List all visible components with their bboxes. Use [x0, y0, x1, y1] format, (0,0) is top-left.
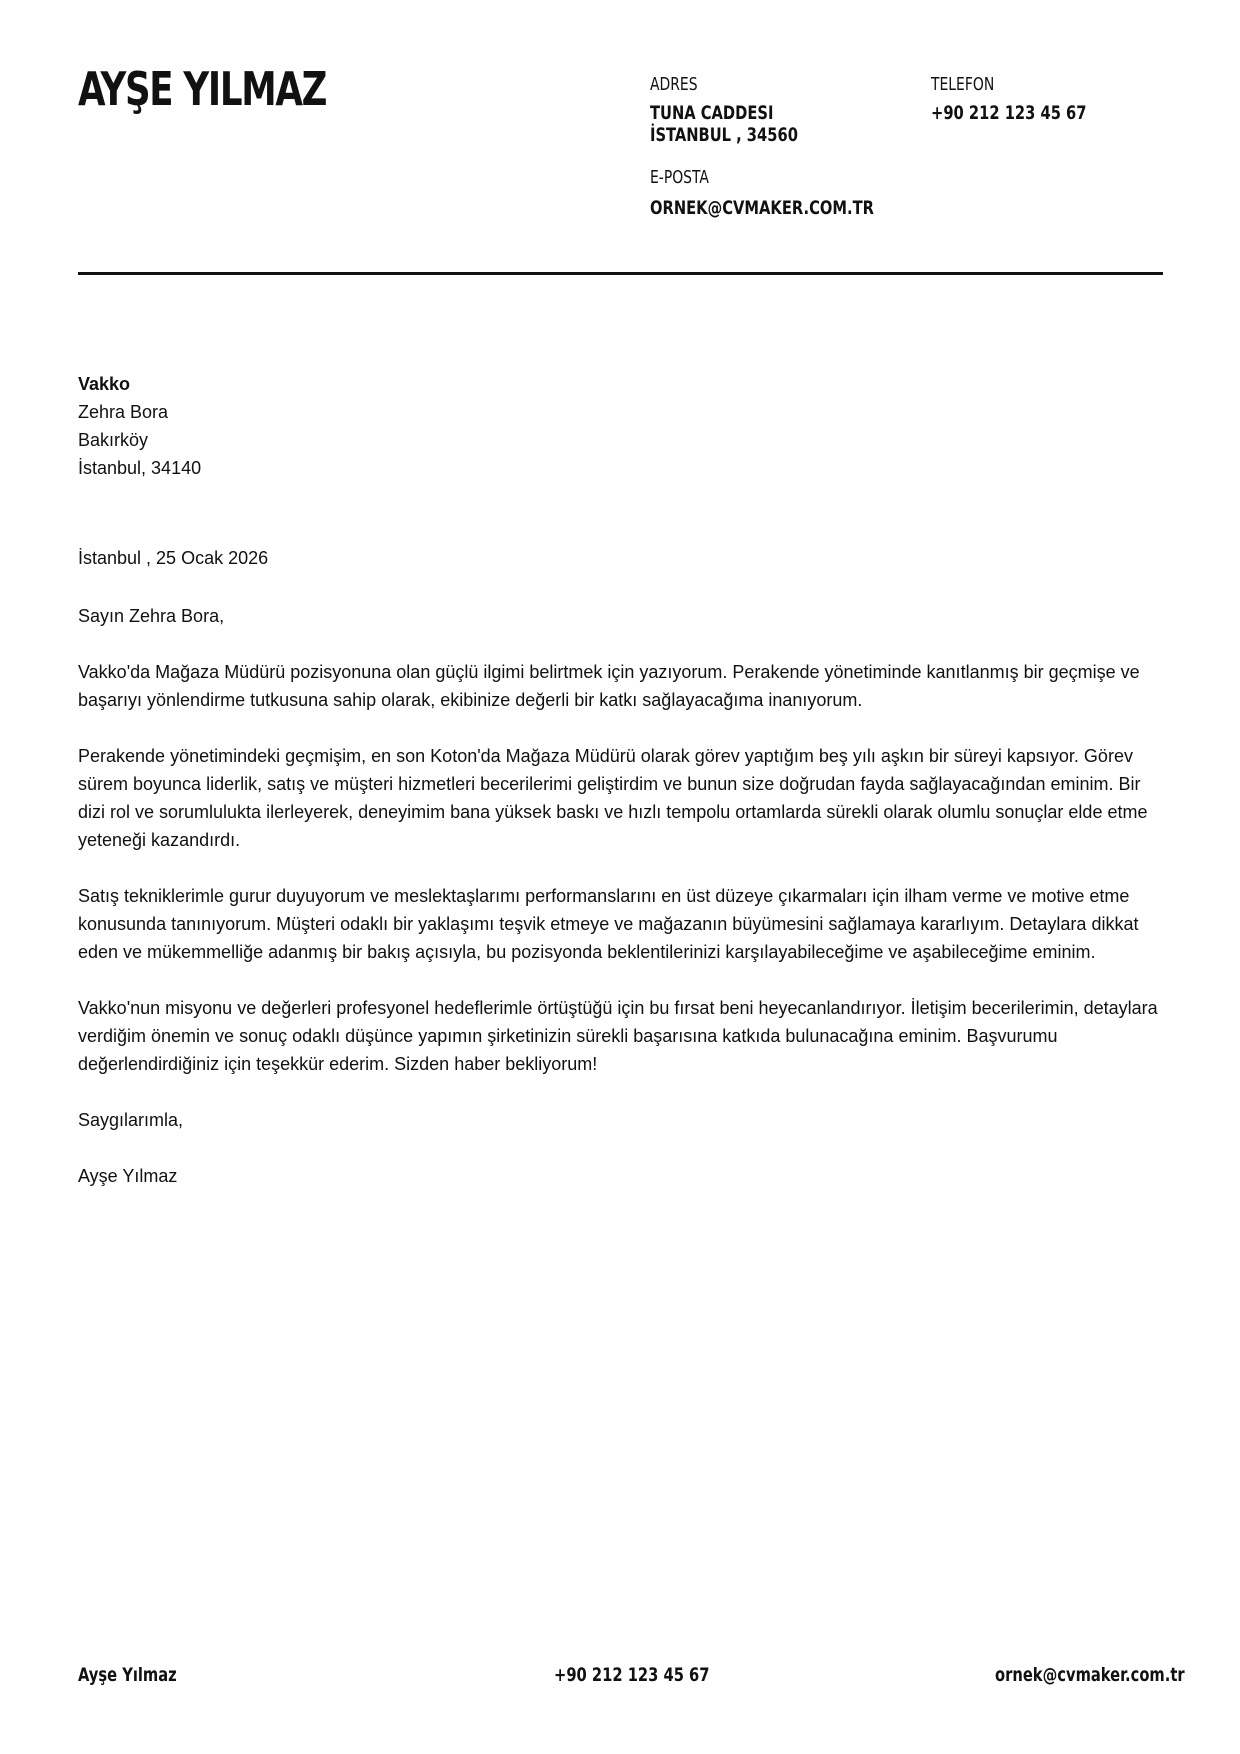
address-line2: İSTANBUL , 34560 [650, 124, 798, 146]
recipient-company: Vakko [78, 374, 131, 394]
paragraph-2: Perakende yönetimindeki geçmişim, en son Koton'da Mağaza Müdürü olarak görev yaptığım beş yılı aşkın bir süreyi kapsıyor. Görev sürem boyunca liderlik, satış ve müşteri hizmetleri becerilerimi geliştirdim ve bunun size doğrudan fayda sağlayacağından eminim. Bir dizi rol ve sorumlulukta ilerleyerek, deneyimim bana yüksek baskı ve hızlı tempolu ortamlarda sürekli olarak olumlu sonuçlar elde etme yeteneği kazandırdı. [78, 746, 1148, 850]
sender-name: AYŞE YILMAZ [78, 62, 327, 116]
phone-label: TELEFON [931, 74, 995, 95]
header-divider [78, 272, 1163, 275]
footer-email[interactable]: ornek@cvmaker.com.tr [995, 1664, 1185, 1686]
footer-name: Ayşe Yılmaz [78, 1664, 177, 1686]
closing: Saygılarımla, [78, 1110, 184, 1130]
address-line1: TUNA CADDESI [650, 102, 774, 124]
recipient-block [78, 370, 201, 482]
email-value[interactable]: ORNEK@CVMAKER.COM.TR [650, 197, 874, 219]
paragraph-4: Vakko'nun misyonu ve değerleri profesyonel hedeflerimle örtüştüğü için bu fırsat beni heyecanlandırıyor. İletişim becerilerimin, detaylara verdiğim önemin ve sonuç odaklı düşünce yapımın şirketinizin sürekli başarısına katkıda bulunacağına eminim. Başvurumu değerlendirdiğiniz için teşekkür ederim. Sizden haber bekliyorum! [78, 998, 1158, 1074]
letter-date: İstanbul , 25 Ocak 2026 [78, 548, 269, 568]
recipient-district: Bakırköy [78, 430, 149, 450]
address-label: ADRES [650, 74, 698, 95]
recipient-city: İstanbul, 34140 [78, 458, 202, 478]
phone-value[interactable]: +90 212 123 45 67 [931, 102, 1087, 124]
paragraph-3: Satış tekniklerimle gurur duyuyorum ve meslektaşlarımı performanslarını en üst düzeye çıkarmaları için ilham verme ve motive etme konusunda tanınıyorum. Müşteri odaklı bir yaklaşımı teşvik etmeye ve mağazanın büyümesini sağlamaya kararlıyım. Detaylara dikkat eden ve mükemmelliğe adanmış bir bakış açısıyla, bu pozisyonda beklentilerinizi karşılayabileceğime ve aşabileceğime eminim. [78, 886, 1139, 962]
paragraph-1: Vakko'da Mağaza Müdürü pozisyonuna olan güçlü ilgimi belirtmek için yazıyorum. Perakende yönetiminde kanıtlanmış bir geçmişe ve başarıyı yönlendirme tutkusuna sahip olarak, ekibinize değerli bir katkı sağlayacağıma inanıyorum. [78, 662, 1140, 710]
recipient-person: Zehra Bora [78, 402, 169, 422]
salutation: Sayın Zehra Bora, [78, 606, 225, 626]
signature: Ayşe Yılmaz [78, 1166, 178, 1186]
email-label: E-POSTA [650, 167, 709, 188]
footer-phone[interactable]: +90 212 123 45 67 [554, 1664, 710, 1686]
letter-body [78, 544, 1168, 1218]
